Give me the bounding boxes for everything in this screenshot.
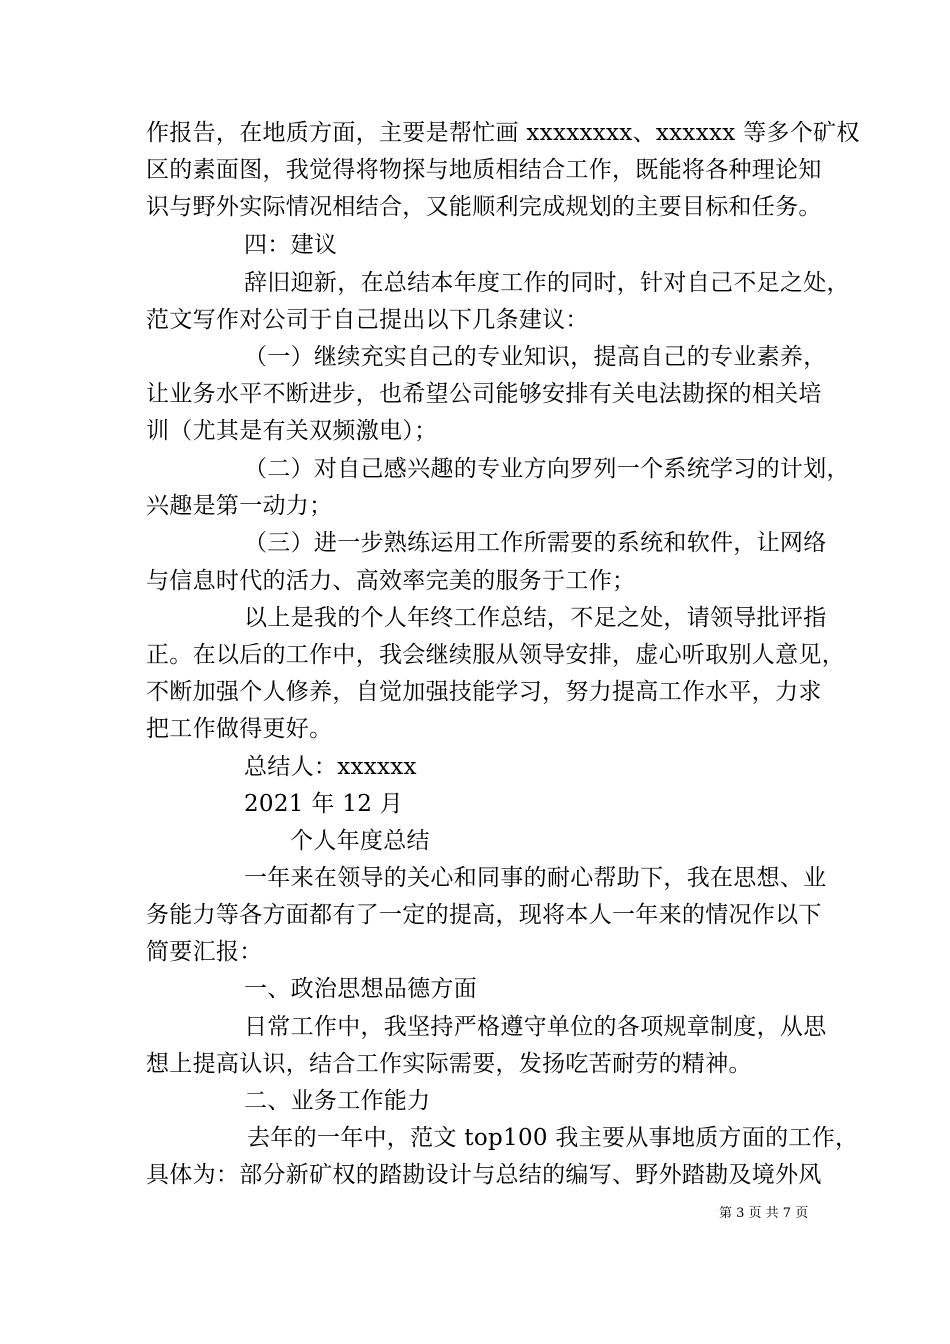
paragraph-line: 日常工作中，我坚持严格遵守单位的各项规章制度，从思 (244, 1014, 827, 1040)
list-item-line: （三）进一步熟练运用工作所需要的系统和软件，让网络 (244, 530, 827, 556)
paragraph-line: 范文写作对公司于自己提出以下几条建议： (146, 307, 589, 333)
page-number: 第 3 页 共 7 页 (719, 1206, 809, 1221)
paragraph-line: 把工作做得更好。 (146, 716, 333, 742)
document-title: 个人年度总结 (290, 828, 430, 854)
date-line: 2021 年 12 月 (244, 791, 404, 817)
paragraph-line: 简要汇报： (146, 939, 263, 965)
section-heading: 一、政治思想品德方面 (244, 976, 477, 1002)
paragraph-line: 与信息时代的活力、高效率完美的服务于工作； (146, 568, 636, 594)
paragraph-line: 务能力等各方面都有了一定的提高，现将本人一年来的情况作以下 (146, 902, 822, 928)
paragraph-line: 以上是我的个人年终工作总结，不足之处，请领导批评指 (244, 605, 827, 631)
paragraph-line: 辞旧迎新，在总结本年度工作的同时，针对自己不足之处， (244, 270, 850, 296)
paragraph-line: 兴趣是第一动力； (146, 493, 333, 519)
signature-line: 总结人：xxxxxx (244, 754, 417, 780)
section-heading: 四：建议 (244, 232, 338, 258)
paragraph-line: 具体为：部分新矿权的踏勘设计与总结的编写、野外踏勘及境外风 (146, 1162, 822, 1188)
list-item-line: （二）对自己感兴趣的专业方向罗列一个系统学习的计划， (244, 456, 850, 482)
paragraph-line: 训（尤其是有关双频激电）； (146, 418, 438, 444)
paragraph-line: 作报告，在地质方面，主要是帮忙画 xxxxxxxx、xxxxxx 等多个矿权 (146, 120, 860, 146)
paragraph-line: 想上提高认识，结合工作实际需要，发扬吃苦耐劳的精神。 (146, 1051, 752, 1077)
paragraph-line: 识与野外实际情况相结合，又能顺利完成规划的主要目标和任务。 (146, 194, 822, 220)
paragraph-line: 区的素面图，我觉得将物探与地质相结合工作，既能将各种理论知 (146, 157, 822, 183)
paragraph-line: 一年来在领导的关心和同事的耐心帮助下，我在思想、业 (244, 865, 827, 891)
list-item-line: （一）继续充实自己的专业知识，提高自己的专业素养， (244, 344, 827, 370)
paragraph-line: 正。在以后的工作中，我会继续服从领导安排，虚心听取别人意见， (146, 642, 845, 668)
paragraph-line: 让业务水平不断进步，也希望公司能够安排有关电法勘探的相关培 (146, 381, 822, 407)
section-heading: 二、业务工作能力 (244, 1088, 431, 1114)
paragraph-line: 不断加强个人修养，自觉加强技能学习，努力提高工作水平，力求 (146, 679, 822, 705)
paragraph-line: 去年的一年中，范文 top100 我主要从事地质方面的工作， (247, 1125, 859, 1151)
